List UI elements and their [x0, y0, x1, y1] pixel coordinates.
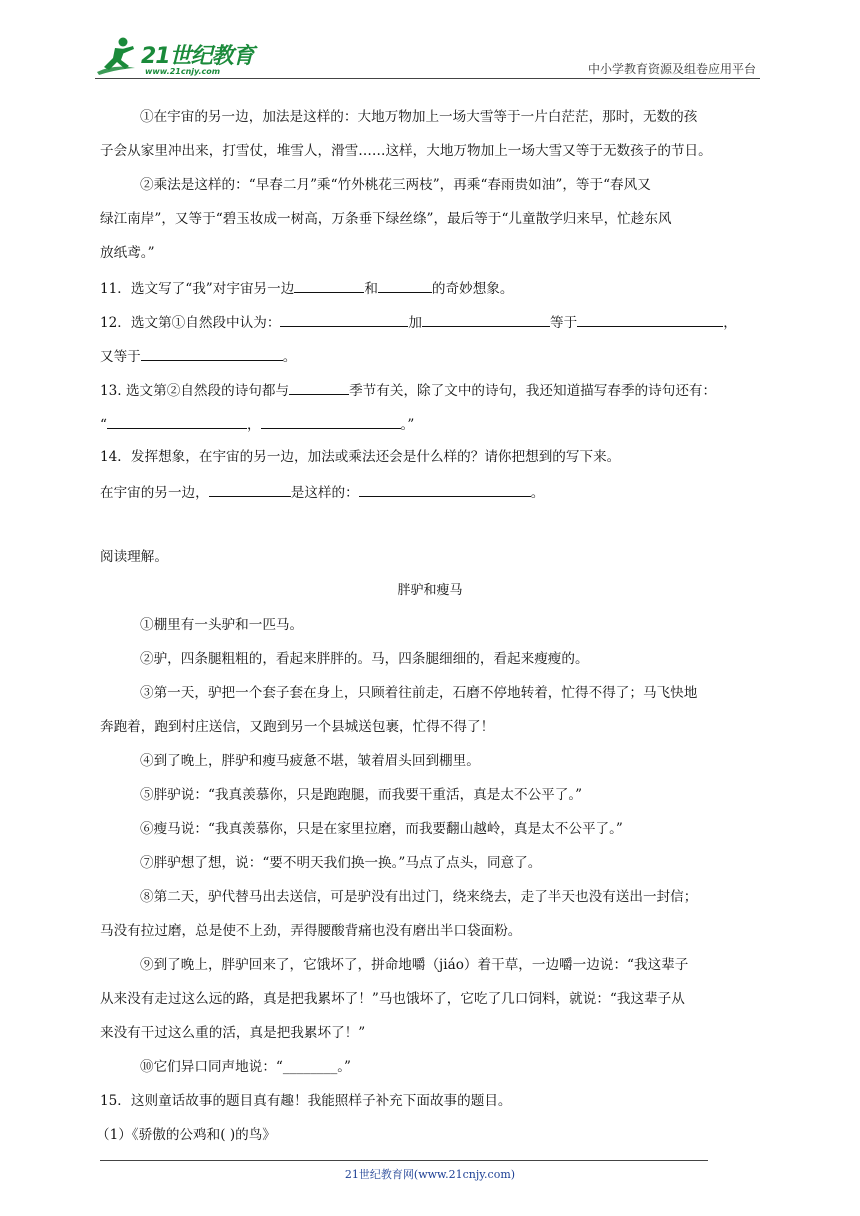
q14-blank-2[interactable]: [359, 482, 531, 497]
q12-text-e: 又等于: [100, 349, 141, 365]
platform-name: 中小学教育资源及组卷应用平台: [587, 62, 756, 76]
q14-text-d: 。: [530, 485, 545, 501]
passage1-p2-line3: 放纸鸢。”: [100, 245, 155, 261]
question-13: [100, 380, 716, 400]
question-13-cont: [100, 414, 414, 434]
passage1-p1-line1: ①在宇宙的另一边，加法是这样的：大地万物加上一场大雪等于一片白茫茫，那时，无数的孩: [140, 109, 698, 125]
story-p5: ⑤胖驴说：“我真羡慕你，只是跑跑腿，而我要干重活，真是太不公平了。”: [140, 787, 583, 803]
story-p1: ①棚里有一头驴和一匹马。: [140, 617, 304, 633]
story-p8-line1: ⑧第二天，驴代替马出去送信，可是驴没有出过门，绕来绕去，走了半天也没有送出一封信；: [140, 889, 698, 905]
header-divider: [95, 78, 760, 79]
question-11: [100, 278, 513, 298]
q14-text-c: 是这样的：: [290, 485, 359, 501]
story-p4: ④到了晚上，胖驴和瘦马疲惫不堪，皱着眉头回到棚里。: [140, 753, 480, 769]
runner-logo-icon: [95, 36, 141, 76]
logo-url: www.21cnjy.com: [145, 67, 221, 76]
story-p8-line2: 马没有拉过磨，总是使不上劲，弄得腰酸背痛也没有磨出半口袋面粉。: [100, 923, 522, 939]
passage1-p2-line2: 绿江南岸”，又等于“碧玉妆成一树高，万条垂下绿丝绦”，最后等于“儿童散学归来早，忙趁东风: [100, 211, 672, 227]
q13-blank-3[interactable]: [261, 414, 401, 429]
story-p10: ⑩它们异口同声地说：“________。”: [140, 1059, 352, 1075]
q13-text-b: 季节有关，除了文中的诗句，我还知道描写春季的诗句还有：: [349, 383, 717, 399]
q12-text-d: ，: [723, 315, 737, 331]
q12-text-a: 12．选文第①自然段中认为：: [100, 315, 281, 331]
story-p9-line2: 从来没有走过这么远的路，真是把我累坏了！”马也饿坏了，它吃了几口饲料，就说：“我这辈子从: [100, 991, 685, 1007]
footer-divider: [100, 1160, 708, 1161]
passage1-p1-line2: 子会从家里冲出来，打雪仗，堆雪人，滑雪……这样，大地万物加上一场大雪又等于无数孩子的节日。: [100, 143, 712, 159]
q13-blank-2[interactable]: [107, 414, 247, 429]
page-header: [95, 30, 760, 78]
q12-blank-1[interactable]: [280, 312, 408, 327]
q11-blank-2[interactable]: [378, 278, 432, 293]
q11-blank-1[interactable]: [294, 278, 364, 293]
q12-text-c: 等于: [550, 315, 578, 331]
section2-heading: 阅读理解。: [100, 549, 168, 565]
story-p3-line1: ③第一天，驴把一个套子套在身上，只顾着往前走，石磨不停地转着，忙得不得了；马飞快地: [140, 685, 698, 701]
question-15: 15．这则童话故事的题目真有趣！我能照样子补充下面故事的题目。: [100, 1093, 512, 1109]
story-p7: ⑦胖驴想了想，说：“要不明天我们换一换。”马点了点头，同意了。: [140, 855, 542, 871]
story-p9-line1: ⑨到了晚上，胖驴回来了，它饿坏了，拼命地嚼（jiáo）着干草，一边嚼一边说：“我这辈子: [140, 957, 689, 973]
logo: [95, 36, 255, 76]
q13-text-c: “: [100, 417, 107, 433]
story-p6: ⑥瘦马说：“我真羡慕你，只是在家里拉磨，而我要翻山越岭，真是太不公平了。”: [140, 821, 623, 837]
question-12-cont: [100, 346, 296, 366]
q14-blank-1[interactable]: [209, 482, 291, 497]
q12-blank-4[interactable]: [141, 346, 283, 361]
q11-text-a: 11．选文写了“我”对宇宙另一边: [100, 281, 295, 297]
story-p2: ②驴，四条腿粗粗的，看起来胖胖的。马，四条腿细细的，看起来瘦瘦的。: [140, 651, 589, 667]
question-14: 14．发挥想象，在宇宙的另一边，加法或乘法还会是什么样的？请你把想到的写下来。: [100, 449, 621, 465]
story-p3-line2: 奔跑着，跑到村庄送信，又跑到另一个县城送包裹，忙得不得了！: [100, 719, 495, 735]
story-p9-line3: 来没有干过这么重的活，真是把我累坏了！”: [100, 1025, 366, 1041]
question-12: [100, 312, 737, 332]
q12-blank-3[interactable]: [577, 312, 723, 327]
q13-text-e: 。”: [400, 417, 415, 433]
q13-text-d: ，: [246, 417, 261, 433]
q12-text-f: 。: [282, 349, 297, 365]
question-15-1: （1）《骄傲的公鸡和( )的鸟》: [96, 1127, 276, 1143]
q11-text-c: 的奇妙想象。: [431, 281, 514, 297]
q13-blank-1[interactable]: [289, 380, 349, 395]
q13-text-a: 13. 选文第②自然段的诗句都与: [100, 383, 290, 399]
q12-blank-2[interactable]: [422, 312, 550, 327]
q12-text-b: 加: [408, 315, 423, 331]
question-14-cont: [100, 482, 544, 502]
q14-text-b: 在宇宙的另一边，: [100, 485, 209, 501]
passage1-p2-line1: ②乘法是这样的：“早春二月”乘“竹外桃花三两枝”，再乘“春雨贵如油”，等于“春风又: [140, 177, 651, 193]
story-title: 胖驴和瘦马: [397, 583, 463, 598]
q11-text-b: 和: [364, 281, 378, 297]
footer-text: 21世纪教育网(www.21cnjy.com): [344, 1168, 516, 1181]
logo-text: 21世纪教育: [141, 44, 254, 69]
